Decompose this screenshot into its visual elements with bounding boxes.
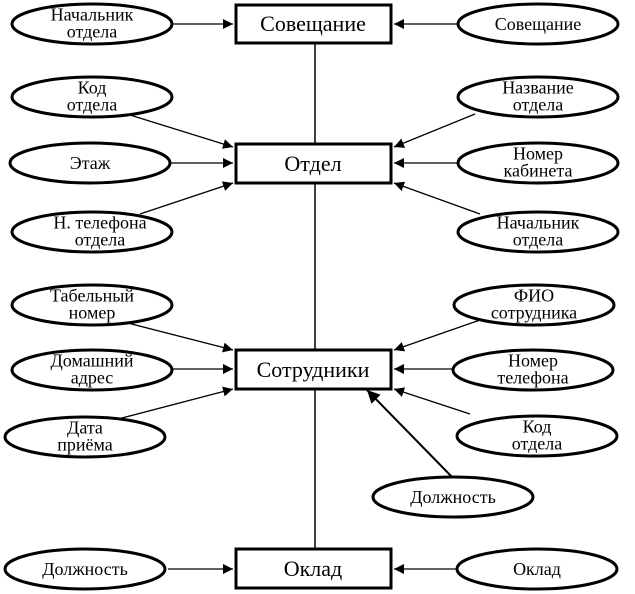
connector-emp-fio bbox=[394, 320, 480, 350]
attr-line: ФИО bbox=[513, 285, 555, 306]
attr-line: отдела bbox=[74, 229, 126, 250]
entity-salary-label: Оклад bbox=[283, 556, 343, 581]
attr-emp-dept-code bbox=[457, 416, 617, 456]
entity-department bbox=[236, 144, 391, 183]
attr-line: Должность bbox=[42, 559, 128, 579]
attr-emp-phone-text bbox=[497, 351, 568, 388]
attr-line: Оклад bbox=[513, 559, 561, 579]
attr-line: Домашний bbox=[50, 350, 134, 371]
attr-line: Должность bbox=[410, 487, 496, 507]
attr-line: отдела bbox=[66, 21, 118, 42]
attr-emp-position bbox=[373, 477, 533, 517]
connector-emp-position bbox=[367, 390, 453, 478]
attr-emp-hire bbox=[5, 417, 165, 457]
attr-dept-name bbox=[458, 77, 618, 117]
connector-emp-tab bbox=[120, 321, 233, 350]
connector-dept-name bbox=[394, 114, 475, 147]
attr-line: отдела bbox=[511, 433, 563, 454]
attr-emp-phone bbox=[453, 350, 613, 390]
attr-line: кабинета bbox=[503, 160, 573, 181]
attr-line: отдела bbox=[512, 229, 564, 250]
connector-dept-head bbox=[394, 183, 480, 214]
attr-line: Начальник bbox=[50, 4, 134, 25]
attr-emp-position-text bbox=[410, 487, 496, 507]
attr-meeting-head bbox=[12, 4, 172, 44]
attr-line: номер bbox=[68, 302, 116, 323]
entity-meeting bbox=[236, 5, 391, 43]
connector-emp-hire bbox=[118, 389, 233, 419]
attr-salary-position-text bbox=[42, 559, 128, 579]
attr-dept-cabinet-text bbox=[504, 144, 573, 181]
attr-line: приёма bbox=[57, 434, 113, 455]
connector-dept-code bbox=[130, 115, 233, 147]
attr-line: Н. телефона bbox=[53, 212, 147, 233]
attr-line: Номер bbox=[507, 350, 559, 371]
attr-line: Номер bbox=[512, 143, 564, 164]
entity-meeting-label: Совещание bbox=[260, 11, 366, 36]
connector-dept-phone bbox=[140, 183, 233, 214]
attr-line: телефона bbox=[497, 367, 569, 388]
attr-line: Название bbox=[502, 77, 574, 98]
attr-salary-amount bbox=[457, 549, 617, 589]
attr-line: Код bbox=[77, 77, 107, 98]
attr-emp-tab bbox=[12, 285, 172, 325]
attr-line: Этаж bbox=[69, 153, 111, 173]
attr-line: Дата bbox=[67, 417, 103, 438]
attr-line: отдела bbox=[66, 94, 118, 115]
attr-meeting-right bbox=[458, 4, 618, 44]
attr-meeting-right-text bbox=[495, 14, 582, 34]
attr-emp-address bbox=[12, 350, 172, 390]
attr-dept-name-text bbox=[502, 78, 574, 115]
entity-salary bbox=[236, 549, 391, 588]
attr-dept-cabinet bbox=[458, 143, 618, 183]
attr-line: Совещание bbox=[494, 14, 582, 34]
attr-line: Код bbox=[522, 416, 552, 437]
attr-line: адрес bbox=[70, 367, 114, 388]
attr-emp-fio bbox=[454, 285, 614, 325]
attr-dept-phone bbox=[12, 212, 172, 252]
attr-dept-floor-text bbox=[70, 153, 111, 173]
attr-dept-floor bbox=[10, 143, 170, 183]
connector-emp-dept-code bbox=[394, 389, 470, 414]
attr-line: сотрудника bbox=[490, 302, 578, 323]
attr-line: отдела bbox=[512, 94, 564, 115]
entity-employees-label: Сотрудники bbox=[256, 357, 370, 382]
attr-dept-head bbox=[458, 212, 618, 252]
attr-dept-code bbox=[12, 77, 172, 117]
attr-salary-position bbox=[5, 549, 165, 589]
attr-line: Табельный bbox=[50, 285, 134, 306]
attr-line: Начальник bbox=[496, 212, 580, 233]
entity-employees bbox=[236, 350, 391, 389]
attr-salary-amount-text bbox=[513, 559, 561, 579]
entity-department-label: Отдел bbox=[284, 151, 342, 176]
